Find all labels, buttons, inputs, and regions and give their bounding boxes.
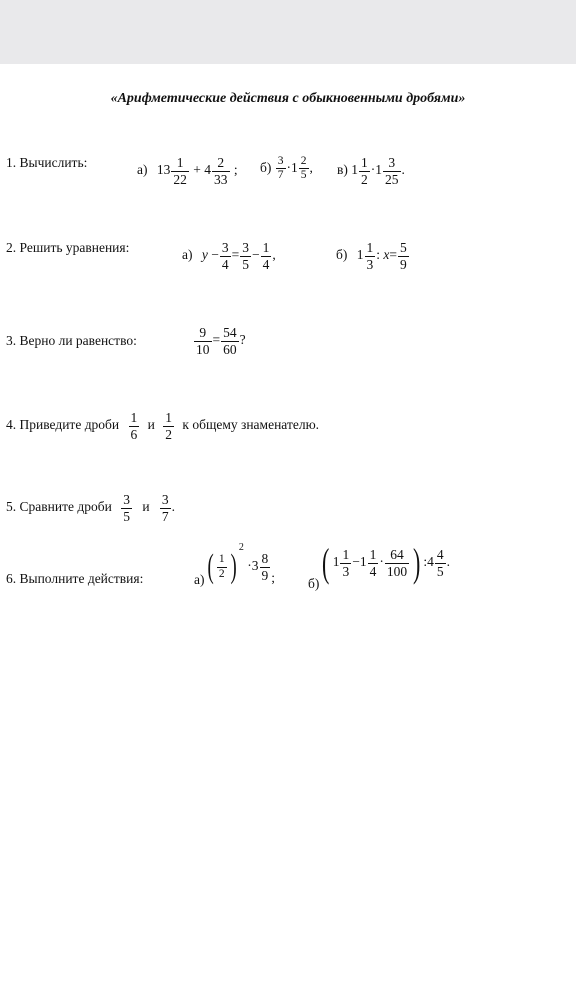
numerator: 1 <box>342 546 350 562</box>
task-1 <box>6 155 87 171</box>
task-2a-label: а) <box>182 247 193 263</box>
mixed-whole: 1 <box>351 162 358 178</box>
task-4 <box>6 410 319 442</box>
mixed-whole: 1 <box>291 159 298 175</box>
numerator: 3 <box>276 155 286 169</box>
punctuation: ; <box>233 162 238 178</box>
task-3 <box>6 333 137 349</box>
task-6-label: 6. Выполните действия: <box>6 571 144 586</box>
denominator: 2 <box>218 567 225 580</box>
mixed-whole: 1 <box>375 162 382 178</box>
denominator: 5 <box>436 563 444 579</box>
numerator: 1 <box>262 240 270 255</box>
task-2-label: 2. Решить уравнения: <box>6 240 130 255</box>
punctuation: . <box>171 499 176 515</box>
fraction <box>276 155 286 182</box>
task-3-equation <box>193 325 246 357</box>
minus-sign: − <box>252 247 260 263</box>
numerator: 54 <box>223 325 237 340</box>
mixed-whole: 4 <box>204 162 211 178</box>
punctuation: . <box>446 554 451 570</box>
fraction <box>171 155 189 187</box>
task-2b <box>336 240 410 272</box>
numerator: 5 <box>400 240 407 255</box>
fraction <box>359 155 370 187</box>
fraction <box>129 410 140 442</box>
denominator: 5 <box>242 256 249 272</box>
denominator: 4 <box>221 256 229 272</box>
numerator: 3 <box>161 492 169 507</box>
conjunction: и <box>147 417 155 433</box>
numerator: 2 <box>212 155 230 172</box>
denominator: 25 <box>385 171 399 187</box>
fraction <box>121 492 132 524</box>
task-4-tail: к общему знаменателю. <box>182 417 320 433</box>
numerator: 64 <box>385 547 409 564</box>
denominator: 3 <box>342 563 350 579</box>
denominator: 7 <box>161 508 169 524</box>
punctuation: . <box>401 162 405 178</box>
denominator: 6 <box>130 426 138 442</box>
numerator: 1 <box>165 410 173 425</box>
page-title: «Арифметические действия с обыкновенными дробями» <box>110 91 466 106</box>
minus-sign: − <box>352 554 360 570</box>
fraction <box>217 553 227 580</box>
task-6b <box>308 540 451 592</box>
task-1b-label: б) <box>260 159 272 175</box>
fraction <box>261 240 272 272</box>
numerator: 4 <box>436 546 444 562</box>
task-1-label: 1. Вычислить: <box>6 155 88 170</box>
task-3-label: 3. Верно ли равенство: <box>6 333 137 348</box>
mixed-whole: 1 <box>332 554 340 570</box>
denominator: 4 <box>262 256 270 272</box>
mixed-whole: 1 <box>359 554 367 570</box>
task-1c-label: в) <box>337 162 348 178</box>
fraction <box>383 155 401 187</box>
denominator: 100 <box>386 563 408 579</box>
numerator: 1 <box>366 240 374 255</box>
fraction <box>398 240 409 272</box>
numerator: 3 <box>383 155 401 172</box>
task-6 <box>6 571 143 587</box>
task-1a-label: а) <box>137 162 148 178</box>
numerator: 1 <box>369 546 377 562</box>
task-1c <box>337 155 405 187</box>
denominator: 3 <box>366 256 374 272</box>
left-paren: ( <box>207 548 214 585</box>
task-4-label: 4. Приведите дроби <box>6 417 120 433</box>
numerator: 1 <box>130 410 138 425</box>
plus-sign: + <box>193 162 201 178</box>
fraction <box>385 547 409 579</box>
fraction <box>299 155 309 182</box>
task-5 <box>6 492 175 524</box>
denominator: 5 <box>300 169 307 182</box>
mixed-whole: 3 <box>251 558 259 574</box>
task-1b <box>260 155 313 182</box>
variable-y: y <box>201 247 208 263</box>
right-paren: ) <box>230 548 237 585</box>
denominator: 9 <box>400 256 407 272</box>
denominator: 60 <box>223 341 237 357</box>
denominator: 22 <box>173 171 187 187</box>
fraction <box>221 325 239 357</box>
fraction <box>163 410 174 442</box>
denominator: 10 <box>196 341 210 357</box>
mixed-whole: 13 <box>156 162 171 178</box>
denominator: 4 <box>369 563 377 579</box>
punctuation: , <box>272 247 276 263</box>
task-6a <box>194 542 276 588</box>
denominator: 33 <box>214 171 228 187</box>
multiply-dot: · <box>247 558 252 574</box>
top-bar <box>0 0 576 64</box>
fraction <box>160 492 171 524</box>
multiply-dot: · <box>379 554 384 570</box>
punctuation: ; <box>271 570 276 586</box>
numerator: 1 <box>361 155 368 170</box>
colon-sign: : <box>423 554 428 570</box>
fraction <box>240 240 251 272</box>
punctuation: , <box>309 159 313 175</box>
task-2b-label: б) <box>336 247 348 263</box>
fraction <box>220 240 231 272</box>
mixed-whole: 4 <box>427 554 434 570</box>
right-paren: ) <box>413 540 421 585</box>
fraction <box>212 155 230 187</box>
numerator: 9 <box>194 325 212 342</box>
multiply-dot: · <box>286 159 291 175</box>
colon-sign: : <box>376 247 381 263</box>
equals-sign: = <box>212 332 221 348</box>
task-2 <box>6 240 129 256</box>
numerator: 1 <box>217 553 227 567</box>
denominator: 7 <box>277 169 284 182</box>
task-6b-label: б) <box>308 576 320 592</box>
left-paren: ( <box>322 540 330 585</box>
denominator: 2 <box>361 171 368 187</box>
task-5-label: 5. Сравните дроби <box>6 499 112 515</box>
fraction <box>194 325 212 357</box>
denominator: 5 <box>123 508 130 524</box>
task-6a-label: а) <box>194 572 205 588</box>
denominator: 2 <box>165 426 173 442</box>
fraction <box>368 547 379 579</box>
task-2a <box>182 240 276 272</box>
equals-sign: = <box>231 247 240 263</box>
numerator: 8 <box>261 550 269 566</box>
numerator: 1 <box>171 155 189 172</box>
fraction <box>340 547 351 579</box>
numerator: 2 <box>299 155 309 169</box>
conjunction: и <box>142 499 150 515</box>
fraction <box>260 551 271 583</box>
fraction <box>365 240 376 272</box>
multiply-dot: · <box>370 162 376 178</box>
variable-x: x <box>383 247 390 263</box>
minus-sign: − <box>211 247 219 263</box>
mixed-whole: 1 <box>356 247 364 263</box>
question-mark: ? <box>239 332 246 348</box>
numerator: 3 <box>123 492 130 507</box>
exponent: 2 <box>238 542 244 553</box>
numerator: 3 <box>221 240 229 255</box>
fraction <box>435 547 446 579</box>
numerator: 3 <box>242 240 249 255</box>
equals-sign: = <box>389 247 398 263</box>
denominator: 9 <box>261 567 269 583</box>
task-1a <box>137 155 238 187</box>
